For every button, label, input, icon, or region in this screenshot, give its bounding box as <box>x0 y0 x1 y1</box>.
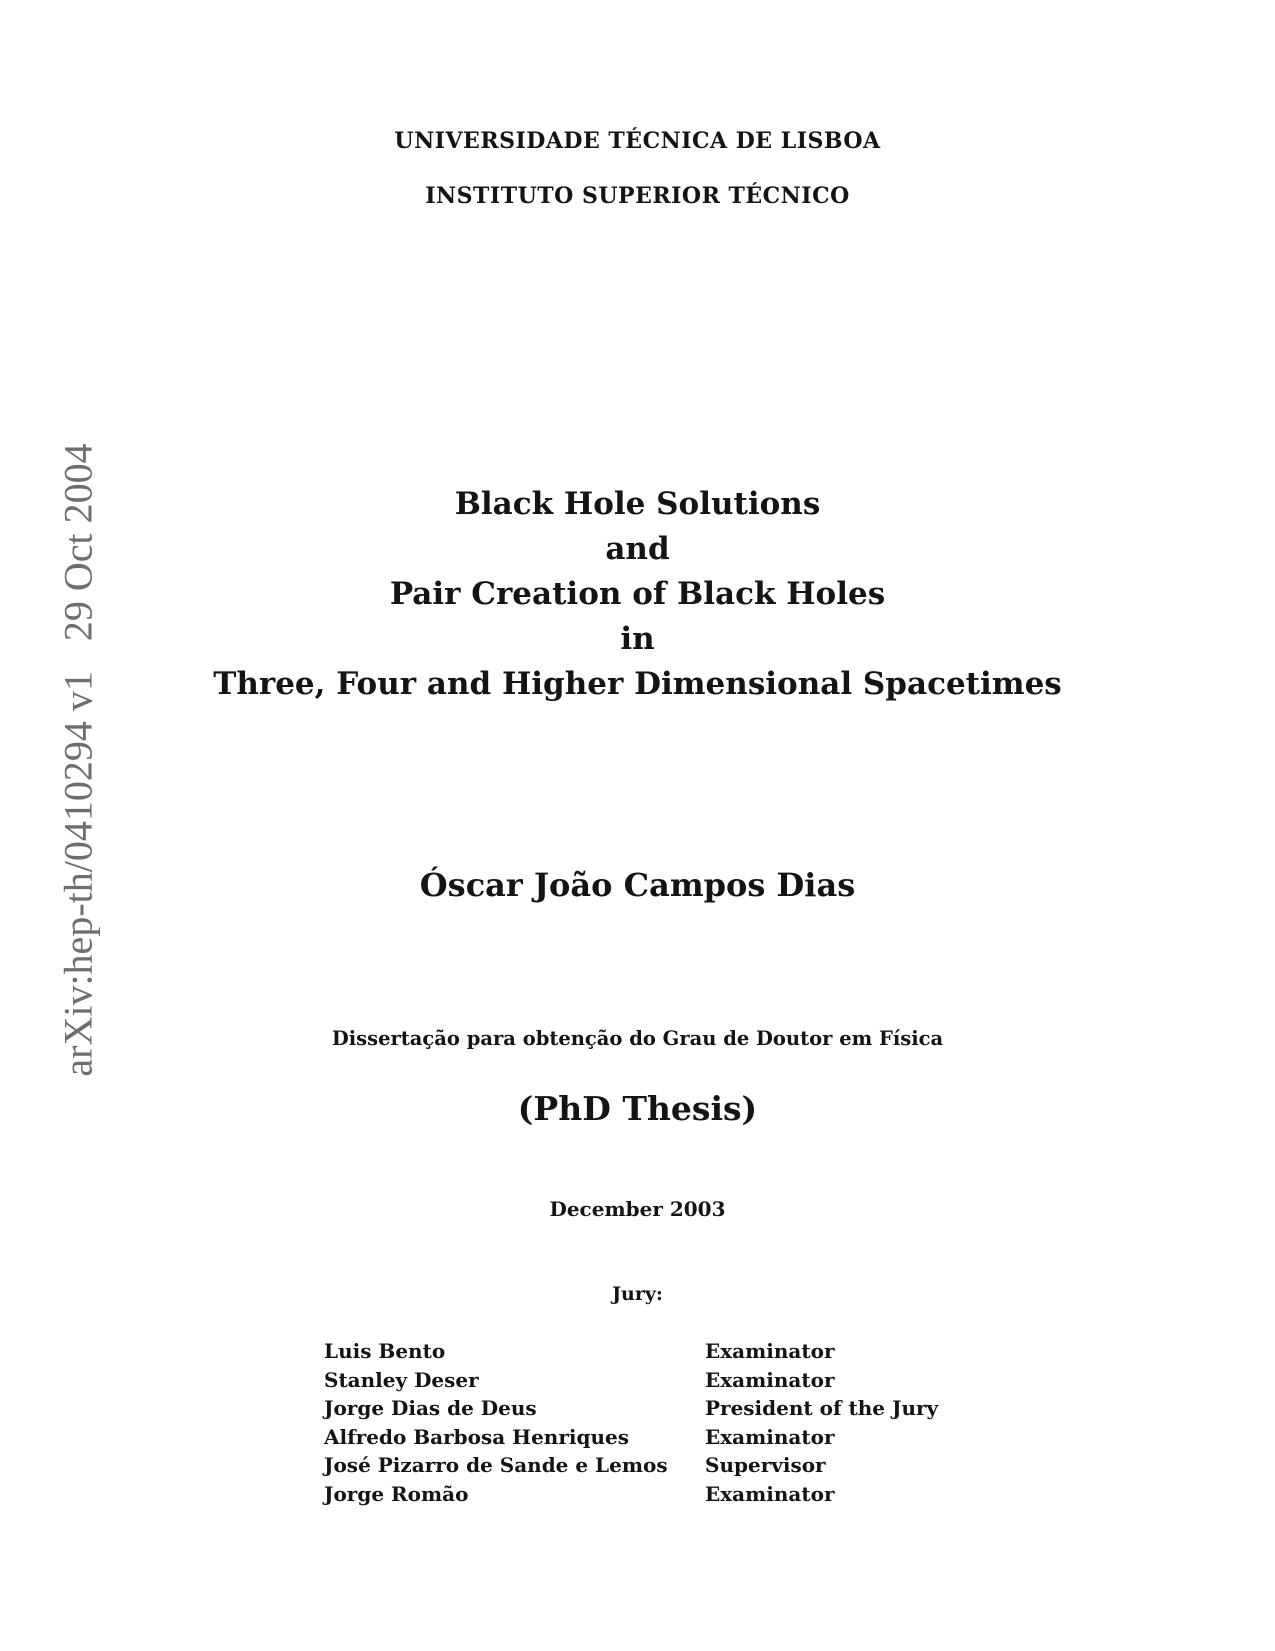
jury-member-name: Luis Bento <box>324 1339 446 1363</box>
jury-row <box>324 1394 938 1423</box>
title-line: in <box>620 621 655 657</box>
jury-member-name: Jorge Romão <box>324 1481 469 1506</box>
jury-member-role: Examinator <box>705 1481 835 1506</box>
jury-member-role: President of the Jury <box>705 1396 939 1420</box>
jury-row <box>324 1366 938 1395</box>
institute-name: INSTITUTO SUPERIOR TÉCNICO <box>425 183 850 209</box>
jury-row <box>324 1337 938 1366</box>
thesis-type: (PhD Thesis) <box>517 1089 758 1128</box>
author-name: Óscar João Campos Dias <box>419 866 856 904</box>
jury-member-role: Examinator <box>705 1339 835 1363</box>
jury-list <box>324 1337 938 1508</box>
jury-row <box>324 1480 938 1509</box>
degree-statement: Dissertação para obtenção do Grau de Doutor em Física <box>331 1027 944 1050</box>
title-line: Black Hole Solutions <box>454 486 821 522</box>
jury-member-name: Alfredo Barbosa Henriques <box>324 1424 629 1449</box>
jury-member-name: Stanley Deser <box>324 1367 479 1392</box>
jury-heading: Jury: <box>612 1283 663 1305</box>
jury-member-role: Examinator <box>705 1424 835 1449</box>
submission-date: December 2003 <box>549 1197 726 1221</box>
title-line: and <box>605 531 670 567</box>
university-name: UNIVERSIDADE TÉCNICA DE LISBOA <box>394 128 881 154</box>
title-line: Pair Creation of Black Holes <box>389 576 886 612</box>
jury-row <box>324 1423 938 1452</box>
arxiv-identifier-stamp: arXiv:hep-th/0410294 v1 29 Oct 2004 <box>55 443 101 1077</box>
jury-member-role: Supervisor <box>705 1453 826 1477</box>
jury-row <box>324 1451 938 1480</box>
jury-member-name: Jorge Dias de Deus <box>324 1396 537 1420</box>
title-line: Three, Four and Higher Dimensional Spacetimes <box>213 666 1062 702</box>
thesis-title <box>0 482 1275 707</box>
jury-member-name: José Pizarro de Sande e Lemos <box>324 1453 668 1477</box>
jury-member-role: Examinator <box>705 1367 835 1392</box>
